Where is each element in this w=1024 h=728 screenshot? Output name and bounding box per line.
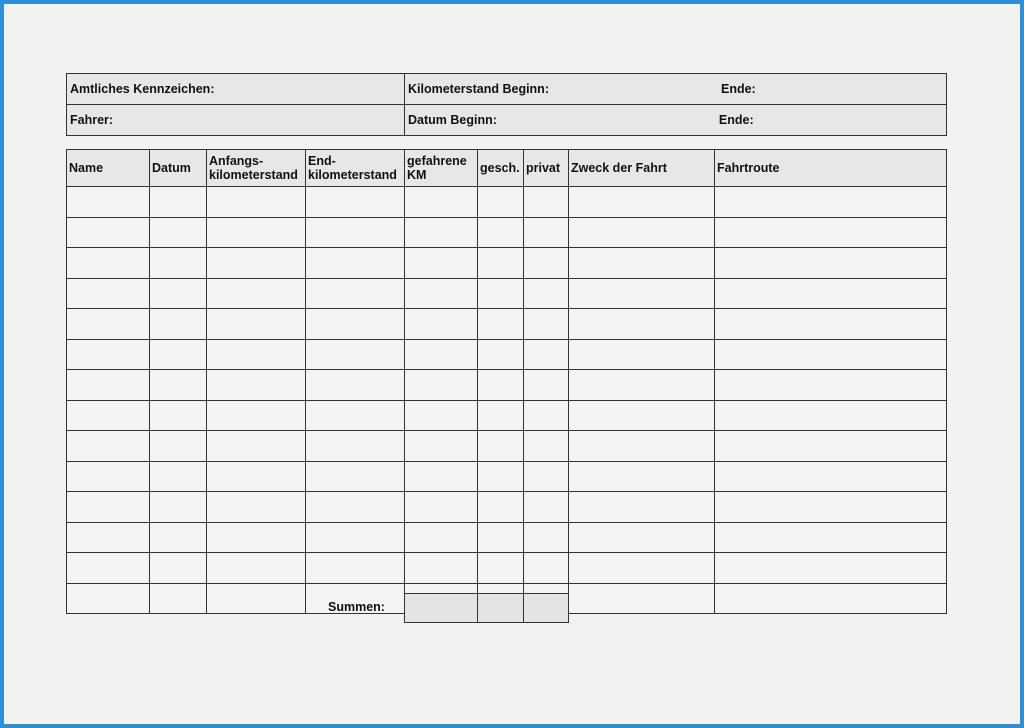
cell-driven-km[interactable] — [405, 492, 478, 523]
cell-name[interactable] — [67, 461, 150, 492]
cell-end-odometer[interactable] — [306, 187, 405, 218]
cell-start-odometer[interactable] — [207, 278, 306, 309]
cell-driven-km[interactable] — [405, 461, 478, 492]
totals-table — [404, 593, 569, 623]
table-row — [67, 217, 947, 248]
cell-route[interactable] — [715, 553, 947, 584]
cell-business[interactable] — [478, 431, 524, 462]
cell-name[interactable] — [67, 187, 150, 218]
license-plate-label: Amtliches Kennzeichen: — [70, 82, 215, 96]
total-km-cell[interactable] — [405, 594, 478, 623]
cell-route[interactable] — [715, 461, 947, 492]
totals-label: Summen: — [328, 600, 385, 614]
cell-business[interactable] — [478, 248, 524, 279]
cell-route[interactable] — [715, 522, 947, 553]
cell-start-odometer[interactable] — [207, 461, 306, 492]
cell-end-odometer[interactable] — [306, 370, 405, 401]
cell-private[interactable] — [524, 400, 569, 431]
cell-private[interactable] — [524, 553, 569, 584]
cell-purpose[interactable] — [569, 370, 715, 401]
cell-private[interactable] — [524, 217, 569, 248]
trip-log-table — [66, 149, 947, 614]
cell-driven-km[interactable] — [405, 248, 478, 279]
table-row — [67, 339, 947, 370]
table-row — [67, 522, 947, 553]
cell-date[interactable] — [150, 492, 207, 523]
cell-name[interactable] — [67, 278, 150, 309]
column-header-start-odometer: Anfangs- kilometerstand — [207, 150, 306, 187]
column-header-end-odometer: End- kilometerstand — [306, 150, 405, 187]
column-header-business: gesch. — [478, 150, 524, 187]
cell-route[interactable] — [715, 309, 947, 340]
cell-start-odometer[interactable] — [207, 400, 306, 431]
column-header-route: Fahrtroute — [715, 150, 947, 187]
cell-name[interactable] — [67, 431, 150, 462]
cell-purpose[interactable] — [569, 217, 715, 248]
cell-end-odometer[interactable] — [306, 431, 405, 462]
cell-date[interactable] — [150, 400, 207, 431]
cell-date[interactable] — [150, 461, 207, 492]
cell-business[interactable] — [478, 400, 524, 431]
cell-date[interactable] — [150, 553, 207, 584]
cell-private[interactable] — [524, 461, 569, 492]
cell-business[interactable] — [478, 309, 524, 340]
table-row — [67, 370, 947, 401]
driver-field[interactable] — [67, 105, 405, 136]
column-header-row — [67, 150, 947, 187]
column-header-purpose: Zweck der Fahrt — [569, 150, 715, 187]
cell-end-odometer[interactable] — [306, 309, 405, 340]
cell-route[interactable] — [715, 248, 947, 279]
cell-driven-km[interactable] — [405, 278, 478, 309]
cell-date[interactable] — [150, 309, 207, 340]
cell-route[interactable] — [715, 431, 947, 462]
cell-driven-km[interactable] — [405, 309, 478, 340]
table-row — [67, 553, 947, 584]
cell-private[interactable] — [524, 248, 569, 279]
cell-private[interactable] — [524, 492, 569, 523]
cell-start-odometer[interactable] — [207, 370, 306, 401]
cell-start-odometer[interactable] — [207, 492, 306, 523]
cell-private[interactable] — [524, 309, 569, 340]
table-row — [67, 492, 947, 523]
cell-purpose[interactable] — [569, 583, 715, 614]
cell-date[interactable] — [150, 370, 207, 401]
cell-end-odometer[interactable] — [306, 553, 405, 584]
cell-start-odometer[interactable] — [207, 217, 306, 248]
license-plate-field[interactable] — [67, 74, 405, 105]
cell-route[interactable] — [715, 492, 947, 523]
cell-private[interactable] — [524, 187, 569, 218]
cell-route[interactable] — [715, 339, 947, 370]
cell-name[interactable] — [67, 553, 150, 584]
cell-start-odometer[interactable] — [207, 522, 306, 553]
cell-private[interactable] — [524, 522, 569, 553]
column-header-name: Name — [67, 150, 150, 187]
cell-name[interactable] — [67, 583, 150, 614]
header-row-vehicle — [67, 74, 947, 105]
cell-date[interactable] — [150, 187, 207, 218]
odometer-start-label: Kilometerstand Beginn: — [408, 82, 549, 96]
cell-start-odometer[interactable] — [207, 309, 306, 340]
cell-business[interactable] — [478, 339, 524, 370]
cell-business[interactable] — [478, 370, 524, 401]
cell-business[interactable] — [478, 187, 524, 218]
date-start-label: Datum Beginn: — [408, 113, 497, 127]
cell-start-odometer[interactable] — [207, 583, 306, 614]
cell-date[interactable] — [150, 522, 207, 553]
cell-purpose[interactable] — [569, 278, 715, 309]
cell-end-odometer[interactable] — [306, 248, 405, 279]
cell-business[interactable] — [478, 217, 524, 248]
cell-start-odometer[interactable] — [207, 339, 306, 370]
cell-private[interactable] — [524, 278, 569, 309]
cell-purpose[interactable] — [569, 461, 715, 492]
cell-route[interactable] — [715, 278, 947, 309]
cell-name[interactable] — [67, 522, 150, 553]
cell-driven-km[interactable] — [405, 553, 478, 584]
cell-business[interactable] — [478, 461, 524, 492]
cell-date[interactable] — [150, 583, 207, 614]
cell-name[interactable] — [67, 339, 150, 370]
cell-driven-km[interactable] — [405, 217, 478, 248]
cell-purpose[interactable] — [569, 431, 715, 462]
column-header-date: Datum — [150, 150, 207, 187]
cell-purpose[interactable] — [569, 492, 715, 523]
table-row — [67, 187, 947, 218]
cell-route[interactable] — [715, 583, 947, 614]
date-field[interactable] — [405, 105, 947, 136]
driver-label: Fahrer: — [70, 113, 114, 127]
table-row — [67, 431, 947, 462]
cell-private[interactable] — [524, 339, 569, 370]
cell-name[interactable] — [67, 400, 150, 431]
table-row — [67, 400, 947, 431]
cell-end-odometer[interactable] — [306, 522, 405, 553]
cell-private[interactable] — [524, 370, 569, 401]
cell-date[interactable] — [150, 431, 207, 462]
cell-date[interactable] — [150, 339, 207, 370]
cell-business[interactable] — [478, 522, 524, 553]
cell-route[interactable] — [715, 400, 947, 431]
cell-end-odometer[interactable] — [306, 400, 405, 431]
cell-purpose[interactable] — [569, 339, 715, 370]
header-table — [66, 73, 947, 136]
cell-purpose[interactable] — [569, 248, 715, 279]
cell-name[interactable] — [67, 217, 150, 248]
table-row — [67, 248, 947, 279]
cell-business[interactable] — [478, 492, 524, 523]
cell-start-odometer[interactable] — [207, 553, 306, 584]
column-header-private: privat — [524, 150, 569, 187]
cell-route[interactable] — [715, 370, 947, 401]
cell-start-odometer[interactable] — [207, 431, 306, 462]
cell-end-odometer[interactable] — [306, 217, 405, 248]
cell-business[interactable] — [478, 278, 524, 309]
date-end-label: Ende: — [718, 113, 754, 127]
cell-driven-km[interactable] — [405, 187, 478, 218]
table-row — [67, 461, 947, 492]
table-row — [67, 278, 947, 309]
cell-driven-km[interactable] — [405, 339, 478, 370]
odometer-end-label: Ende: — [721, 82, 756, 96]
cell-route[interactable] — [715, 217, 947, 248]
cell-driven-km[interactable] — [405, 431, 478, 462]
cell-driven-km[interactable] — [405, 370, 478, 401]
column-header-driven-km: gefahrene KM — [405, 150, 478, 187]
cell-name[interactable] — [67, 248, 150, 279]
cell-purpose[interactable] — [569, 187, 715, 218]
cell-purpose[interactable] — [569, 400, 715, 431]
cell-name[interactable] — [67, 370, 150, 401]
cell-name[interactable] — [67, 492, 150, 523]
cell-end-odometer[interactable] — [306, 339, 405, 370]
cell-end-odometer[interactable] — [306, 461, 405, 492]
cell-business[interactable] — [478, 553, 524, 584]
table-row — [67, 309, 947, 340]
cell-route[interactable] — [715, 187, 947, 218]
cell-end-odometer[interactable] — [306, 492, 405, 523]
cell-date[interactable] — [150, 217, 207, 248]
total-private-cell[interactable] — [524, 594, 569, 623]
header-row-driver — [67, 105, 947, 136]
cell-driven-km[interactable] — [405, 522, 478, 553]
cell-private[interactable] — [524, 431, 569, 462]
cell-start-odometer[interactable] — [207, 187, 306, 218]
cell-name[interactable] — [67, 309, 150, 340]
cell-date[interactable] — [150, 278, 207, 309]
cell-purpose[interactable] — [569, 309, 715, 340]
total-business-cell[interactable] — [478, 594, 524, 623]
odometer-field[interactable] — [405, 74, 947, 105]
cell-end-odometer[interactable] — [306, 278, 405, 309]
cell-date[interactable] — [150, 248, 207, 279]
cell-start-odometer[interactable] — [207, 248, 306, 279]
cell-driven-km[interactable] — [405, 400, 478, 431]
cell-purpose[interactable] — [569, 553, 715, 584]
cell-purpose[interactable] — [569, 522, 715, 553]
